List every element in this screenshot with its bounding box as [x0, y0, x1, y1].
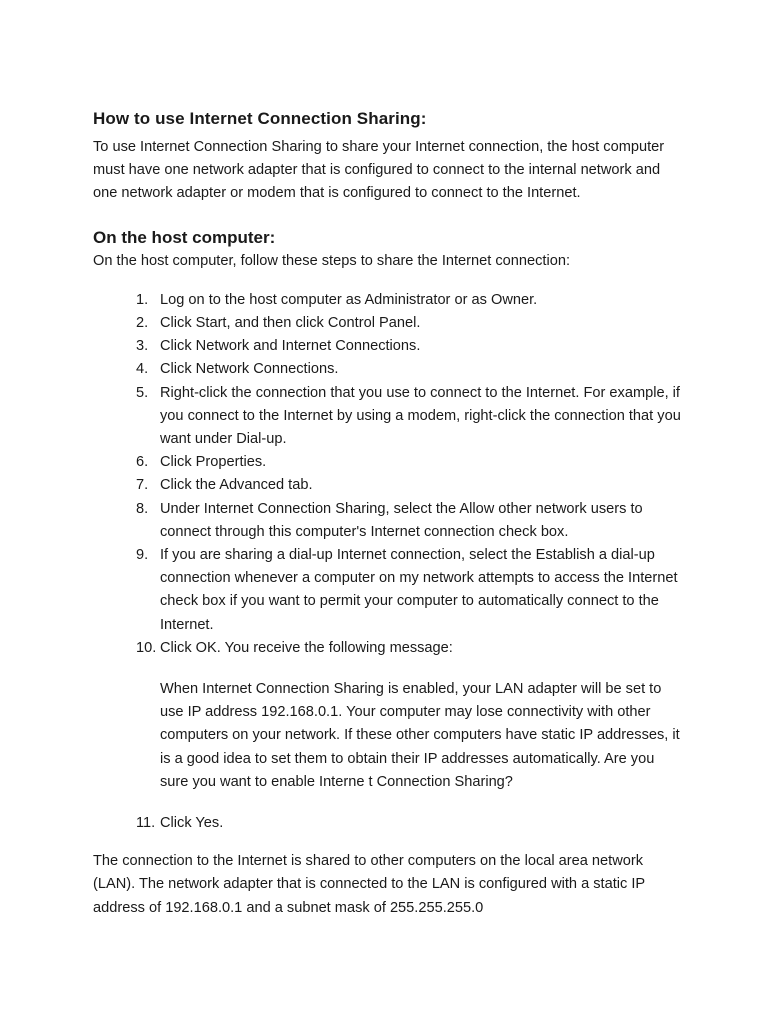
confirmation-message: When Internet Connection Sharing is enabled, your LAN adapter will be set to use IP address 192.168.0.1. Your computer may lose connectivity with other computers on your network. If these other computers have static IP addresses, it is a good idea to set them to obtain their IP addresses automatically. Are you sure you want to enable Interne t Connection Sharing? [160, 681, 680, 790]
intro-paragraph: To use Internet Connection Sharing to share your Internet connection, the host computer must have one network adapter that is configured to connect to the internal network and one network adapter or modem that is configured to connect to the Internet. [93, 139, 665, 202]
step-number: 8. [136, 500, 149, 517]
list-item [93, 289, 683, 312]
step-number: 1. [136, 291, 149, 308]
step-text: Click Start, and then click Control Panel. [160, 315, 421, 332]
list-item [93, 637, 683, 660]
list-item [93, 544, 683, 637]
step-text: Click the Advanced tab. [160, 477, 313, 494]
step-number: 2. [136, 315, 149, 332]
step-number: 11. [136, 815, 156, 832]
step-text: If you are sharing a dial-up Internet connection, select the Establish a dial-up connection whenever a computer on my network attempts to access the Internet check box if you want to permit your computer to automatically connect to the Internet. [160, 547, 678, 633]
list-item [93, 451, 683, 474]
step-number: 5. [136, 384, 149, 401]
list-item [93, 812, 683, 835]
step-number: 7. [136, 477, 149, 494]
step-number: 10. [136, 639, 157, 656]
step-text: Under Internet Connection Sharing, select the Allow other network users to connect through this computer's Internet connection check box. [160, 500, 643, 540]
step-number: 9. [136, 547, 149, 564]
step-text: Right-click the connection that you use to connect to the Internet. For example, if you connect to the Internet by using a modem, right-click the connection that you want under Dial-up. [160, 384, 681, 448]
step-number: 4. [136, 361, 149, 378]
list-item [93, 312, 683, 335]
closing-paragraph: The connection to the Internet is shared to other computers on the local area network (LAN). The network adapter that is connected to the LAN is configured with a static IP address of 192.168.0.1 and a subnet mask of 255.255.255.0 [93, 853, 645, 916]
host-intro-paragraph: On the host computer, follow these steps to share the Internet connection: [93, 252, 571, 269]
steps-list [93, 289, 683, 660]
step-number: 3. [136, 338, 149, 355]
list-item [93, 382, 683, 452]
list-item [93, 335, 683, 358]
step-text: Click Yes. [160, 815, 224, 832]
step-text: Click Network Connections. [160, 361, 339, 378]
step-text: Click Properties. [160, 454, 267, 471]
heading-ics: How to use Internet Connection Sharing: [93, 109, 427, 128]
list-item [93, 498, 683, 544]
heading-host-computer: On the host computer: [93, 227, 276, 247]
step-text: Click OK. You receive the following message: [160, 639, 453, 656]
list-item [93, 474, 683, 497]
step-number: 6. [136, 454, 149, 471]
document-page [93, 107, 683, 920]
step-text: Click Network and Internet Connections. [160, 338, 421, 355]
steps-list-continued [93, 812, 683, 835]
list-item [93, 358, 683, 381]
step-text: Log on to the host computer as Administrator or as Owner. [160, 291, 538, 308]
